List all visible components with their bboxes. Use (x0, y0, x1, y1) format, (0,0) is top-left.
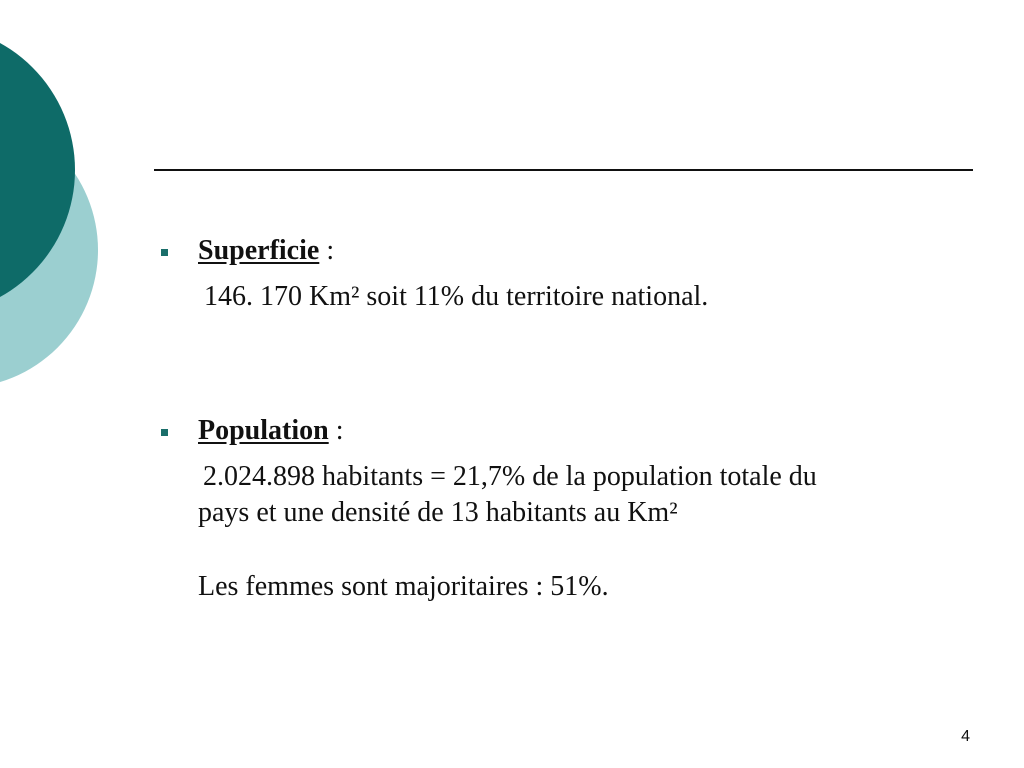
population-line-2: pays et une densité de 13 habitants au Km² (198, 497, 678, 528)
population-line-3: Les femmes sont majoritaires : 51%. (198, 571, 609, 602)
bullet-heading-population (198, 415, 343, 447)
population-line-1: 2.024.898 habitants = 21,7% de la population totale du (203, 461, 817, 492)
heading-term: Superficie (198, 235, 320, 266)
bullet-heading-superficie (198, 235, 334, 267)
title-divider-line (154, 169, 973, 171)
bullet-square-icon (161, 429, 168, 436)
bullet-square-icon (161, 249, 168, 256)
page-number: 4 (961, 728, 970, 745)
superficie-value-line: 146. 170 Km² soit 11% du territoire national. (204, 281, 709, 312)
decorative-circles (0, 0, 110, 400)
heading-term: Population (198, 415, 329, 446)
heading-separator: : (319, 235, 335, 266)
heading-separator: : (328, 415, 344, 446)
